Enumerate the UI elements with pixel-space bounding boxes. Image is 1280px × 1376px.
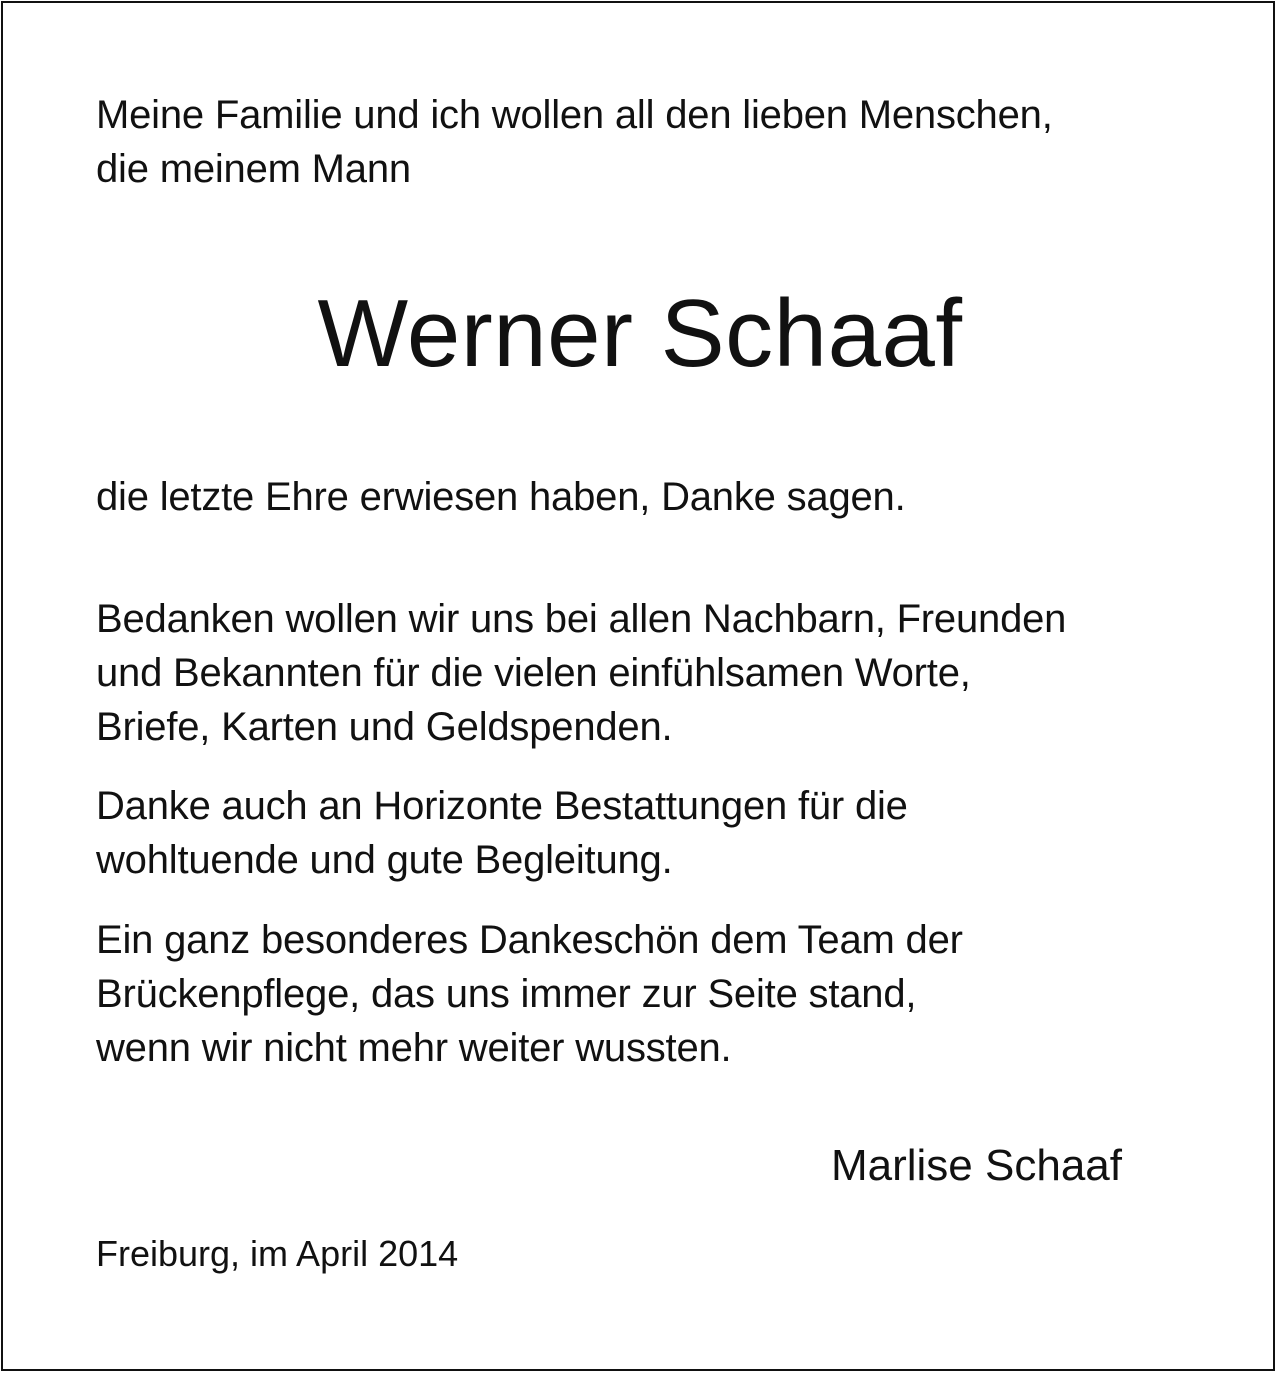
paragraph-line: wohltuende und gute Begleitung.: [96, 838, 673, 882]
deceased-name: Werner Schaaf: [317, 280, 963, 387]
intro-text: [96, 88, 1053, 196]
thanks-paragraph-neighbors: [96, 592, 1066, 754]
intro-line: Meine Familie und ich wollen all den lieben Menschen,: [96, 93, 1053, 137]
thanks-paragraph-care-team: [96, 913, 963, 1075]
paragraph-line: wenn wir nicht mehr weiter wussten.: [96, 1026, 732, 1070]
paragraph-line: Brückenpflege, das uns immer zur Seite stand,: [96, 972, 917, 1016]
paragraph-line: Ein ganz besonderes Dankeschön dem Team der: [96, 918, 963, 962]
thanks-paragraph-funeral-home: [96, 779, 908, 887]
paragraph-line: und Bekannten für die vielen einfühlsamen Worte,: [96, 651, 971, 695]
signature: Marlise Schaaf: [830, 1141, 1122, 1190]
paragraph-line: Briefe, Karten und Geldspenden.: [96, 705, 673, 749]
paragraph-line: Danke auch an Horizonte Bestattungen für die: [96, 784, 908, 828]
paragraph-line: Bedanken wollen wir uns bei allen Nachbarn, Freunden: [96, 597, 1067, 641]
honor-text: die letzte Ehre erwiesen haben, Danke sagen.: [96, 475, 906, 519]
place-date: Freiburg, im April 2014: [96, 1233, 459, 1274]
intro-line: die meinem Mann: [96, 147, 411, 191]
